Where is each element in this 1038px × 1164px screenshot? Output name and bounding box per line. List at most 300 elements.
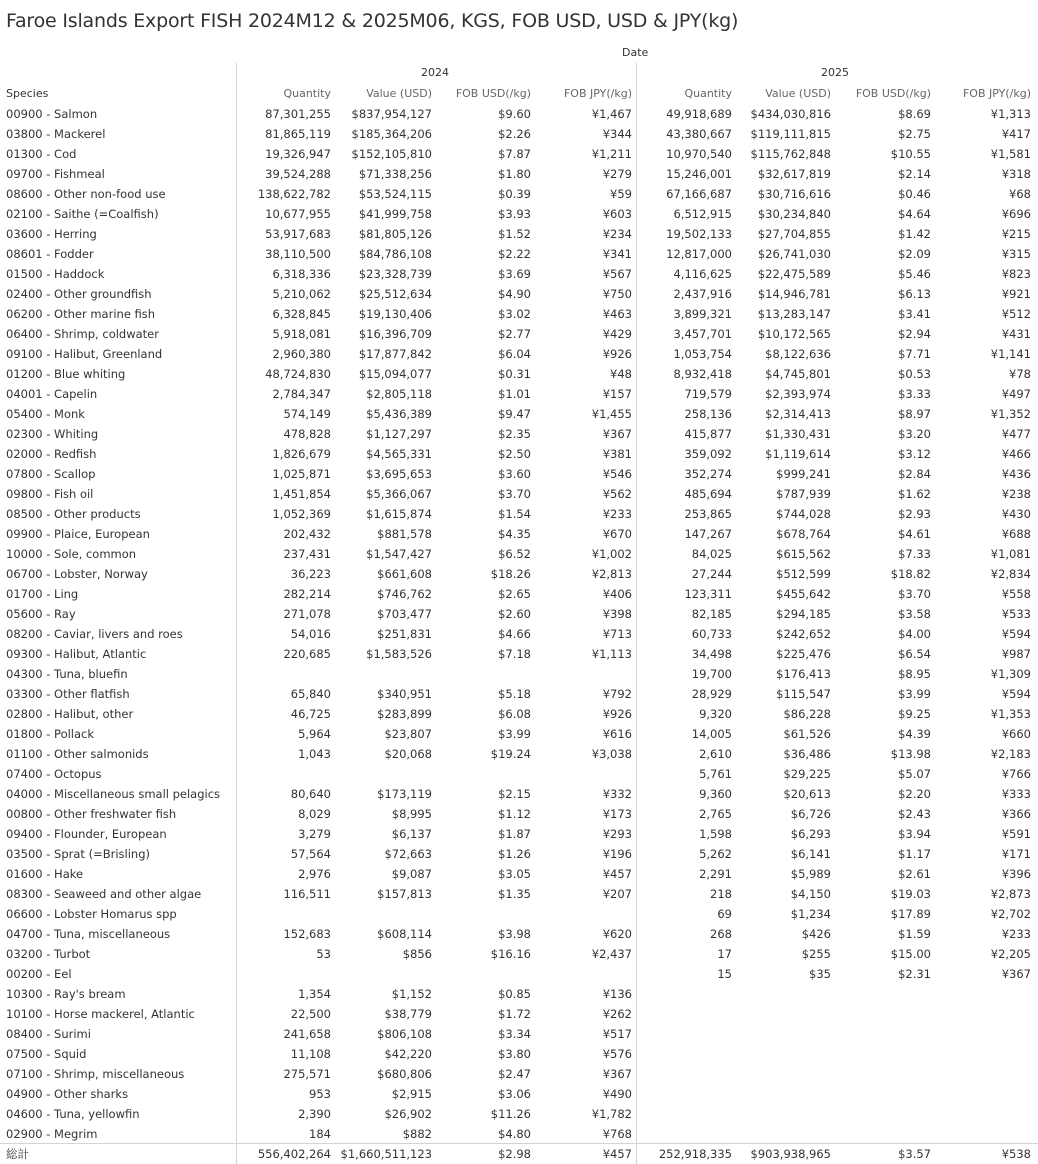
quantity-2025-cell: 4,116,625 bbox=[673, 267, 732, 281]
fob-usd-2024-cell: $2.26 bbox=[498, 127, 531, 141]
table-row bbox=[0, 124, 1038, 144]
value-2025-cell: $26,741,030 bbox=[757, 247, 831, 261]
fob-usd-2024-cell: $0.31 bbox=[498, 367, 531, 381]
table-row bbox=[0, 384, 1038, 404]
fob-usd-2025-cell: $19.03 bbox=[890, 887, 931, 901]
table-row bbox=[0, 1064, 1038, 1084]
value-2025-cell: $115,762,848 bbox=[750, 147, 831, 161]
quantity-2024-cell: 8,029 bbox=[298, 807, 331, 821]
fob-jpy-2025-cell: ¥318 bbox=[1001, 167, 1031, 181]
quantity-2024-cell: 19,326,947 bbox=[265, 147, 331, 161]
quantity-2024-cell: 48,724,830 bbox=[265, 367, 331, 381]
species-cell: 09100 - Halibut, Greenland bbox=[6, 347, 163, 361]
value-2025-cell: $4,745,801 bbox=[765, 367, 831, 381]
fob-jpy-2024-cell: ¥792 bbox=[602, 687, 632, 701]
fob-jpy-2024-cell: ¥670 bbox=[602, 527, 632, 541]
fob-usd-2025-cell bbox=[834, 1124, 931, 1144]
table-row bbox=[0, 1104, 1038, 1124]
quantity-2025-cell: 252,918,335 bbox=[658, 1147, 732, 1161]
value-2025-cell: $744,028 bbox=[776, 507, 831, 521]
value-2024-cell: $680,806 bbox=[377, 1067, 432, 1081]
value-2024-cell: $16,396,709 bbox=[358, 327, 432, 341]
fob-jpy-2024-cell: ¥603 bbox=[602, 207, 632, 221]
table-row bbox=[0, 1084, 1038, 1104]
species-cell: 06600 - Lobster Homarus spp bbox=[6, 907, 177, 921]
fob-jpy-2024-cell: ¥457 bbox=[602, 867, 632, 881]
fob-jpy-2024-cell bbox=[534, 764, 632, 784]
species-cell: 08200 - Caviar, livers and roes bbox=[6, 627, 183, 641]
value-2024-cell: $340,951 bbox=[377, 687, 432, 701]
fob-jpy-2024-cell: ¥1,211 bbox=[591, 147, 632, 161]
fob-usd-2025-cell: $8.69 bbox=[898, 107, 931, 121]
fob-usd-2025-cell bbox=[834, 1064, 931, 1084]
table-row bbox=[0, 644, 1038, 664]
fob-usd-2024-cell bbox=[436, 664, 531, 684]
quantity-2025-cell: 719,579 bbox=[684, 387, 732, 401]
species-cell: 05600 - Ray bbox=[6, 607, 76, 621]
quantity-2025-cell: 84,025 bbox=[691, 547, 732, 561]
quantity-2024-cell: 57,564 bbox=[290, 847, 331, 861]
quantity-2024-cell: 2,976 bbox=[298, 867, 331, 881]
fob-jpy-2024-cell: ¥1,467 bbox=[591, 107, 632, 121]
fob-jpy-2024-cell: ¥926 bbox=[602, 707, 632, 721]
quantity-2025-cell: 28,929 bbox=[691, 687, 732, 701]
fob-usd-2025-cell: $6.54 bbox=[898, 647, 931, 661]
quantity-2024-cell: 6,328,845 bbox=[272, 307, 331, 321]
fob-usd-header-2024: FOB USD(/kg) bbox=[455, 87, 531, 100]
value-2025-cell: $1,119,614 bbox=[765, 447, 831, 461]
fob-usd-2024-cell: $4.66 bbox=[498, 627, 531, 641]
value-2025-cell: $14,946,781 bbox=[757, 287, 831, 301]
fob-jpy-2025-cell: ¥688 bbox=[1001, 527, 1031, 541]
species-cell: 09800 - Fish oil bbox=[6, 487, 94, 501]
quantity-2024-cell: 46,725 bbox=[290, 707, 331, 721]
fob-usd-2025-cell: $3.94 bbox=[898, 827, 931, 841]
fob-jpy-2025-cell: ¥538 bbox=[1001, 1147, 1031, 1161]
fob-jpy-2025-cell: ¥823 bbox=[1001, 267, 1031, 281]
value-2024-cell: $703,477 bbox=[377, 607, 432, 621]
value-2024-cell: $3,695,653 bbox=[366, 467, 432, 481]
fob-jpy-2025-cell: ¥660 bbox=[1001, 727, 1031, 741]
fob-usd-2025-cell: $2.84 bbox=[898, 467, 931, 481]
species-cell: 01800 - Pollack bbox=[6, 727, 95, 741]
fob-usd-2025-cell: $4.39 bbox=[898, 727, 931, 741]
fob-jpy-2025-cell bbox=[934, 1084, 1031, 1104]
fob-usd-2025-cell: $1.59 bbox=[898, 927, 931, 941]
fob-usd-2024-cell: $4.80 bbox=[498, 1127, 531, 1141]
quantity-2025-cell: 2,610 bbox=[699, 747, 732, 761]
value-2025-cell: $6,141 bbox=[790, 847, 831, 861]
fob-jpy-2025-cell bbox=[934, 1024, 1031, 1044]
quantity-2025-cell: 67,166,687 bbox=[666, 187, 732, 201]
fob-jpy-2025-cell: ¥2,205 bbox=[990, 947, 1031, 961]
fob-jpy-2025-cell: ¥367 bbox=[1001, 967, 1031, 981]
fob-jpy-2024-cell: ¥406 bbox=[602, 587, 632, 601]
value-2024-cell bbox=[333, 664, 432, 684]
value-2025-cell: $6,726 bbox=[790, 807, 831, 821]
fob-usd-2025-cell: $3.12 bbox=[898, 447, 931, 461]
fob-jpy-2025-cell: ¥594 bbox=[1001, 687, 1031, 701]
quantity-2025-cell: 60,733 bbox=[691, 627, 732, 641]
fob-usd-2024-cell: $3.05 bbox=[498, 867, 531, 881]
quantity-2025-cell: 485,694 bbox=[684, 487, 732, 501]
fob-jpy-2024-cell: ¥233 bbox=[602, 507, 632, 521]
table-row bbox=[0, 484, 1038, 504]
quantity-2025-cell: 123,311 bbox=[684, 587, 732, 601]
fob-usd-2025-cell: $17.89 bbox=[890, 907, 931, 921]
value-2024-cell: $2,805,118 bbox=[366, 387, 432, 401]
quantity-2024-cell: 65,840 bbox=[290, 687, 331, 701]
quantity-2025-cell: 3,899,321 bbox=[673, 307, 732, 321]
species-cell: 08400 - Surimi bbox=[6, 1027, 91, 1041]
species-cell: 01200 - Blue whiting bbox=[6, 367, 126, 381]
quantity-2024-cell: 1,025,871 bbox=[272, 467, 331, 481]
species-cell: 10300 - Ray's bream bbox=[6, 987, 126, 1001]
species-cell: 06200 - Other marine fish bbox=[6, 307, 156, 321]
fob-jpy-2024-cell bbox=[534, 904, 632, 924]
fob-jpy-2024-cell: ¥1,002 bbox=[591, 547, 632, 561]
quantity-2024-cell: 80,640 bbox=[290, 787, 331, 801]
quantity-2025-cell: 352,274 bbox=[684, 467, 732, 481]
value-2024-cell: $806,108 bbox=[377, 1027, 432, 1041]
value-2025-cell: $61,526 bbox=[783, 727, 831, 741]
value-2024-cell: $53,524,115 bbox=[358, 187, 432, 201]
quantity-2025-cell bbox=[640, 1024, 732, 1044]
table-row bbox=[0, 804, 1038, 824]
fob-jpy-2024-cell: ¥567 bbox=[602, 267, 632, 281]
species-cell: 07400 - Octopus bbox=[6, 767, 102, 781]
table-row bbox=[0, 664, 1038, 684]
fob-jpy-2025-cell bbox=[934, 1104, 1031, 1124]
value-2024-cell bbox=[333, 964, 432, 984]
fob-usd-2024-cell: $3.99 bbox=[498, 727, 531, 741]
fob-usd-2024-cell: $4.90 bbox=[498, 287, 531, 301]
quantity-2024-cell: 241,658 bbox=[283, 1027, 331, 1041]
value-2024-cell: $81,805,126 bbox=[358, 227, 432, 241]
fob-usd-2025-cell: $5.07 bbox=[898, 767, 931, 781]
fob-usd-2024-cell: $9.47 bbox=[498, 407, 531, 421]
value-2024-cell: $1,583,526 bbox=[366, 647, 432, 661]
quantity-2024-cell: 574,149 bbox=[283, 407, 331, 421]
species-cell: 04000 - Miscellaneous small pelagics bbox=[6, 787, 221, 801]
species-cell: 02000 - Redfish bbox=[6, 447, 97, 461]
value-2024-cell: $72,663 bbox=[384, 847, 432, 861]
fob-jpy-2024-cell: ¥463 bbox=[602, 307, 632, 321]
table-row bbox=[0, 1024, 1038, 1044]
table-row bbox=[0, 424, 1038, 444]
fob-usd-2024-cell: $1.72 bbox=[498, 1007, 531, 1021]
value-2024-cell: $173,119 bbox=[377, 787, 432, 801]
table-row bbox=[0, 544, 1038, 564]
species-cell: 01600 - Hake bbox=[6, 867, 84, 881]
value-2025-cell: $615,562 bbox=[776, 547, 831, 561]
species-cell: 10000 - Sole, common bbox=[6, 547, 137, 561]
species-cell: 03800 - Mackerel bbox=[6, 127, 106, 141]
fob-usd-header-2025: FOB USD(/kg) bbox=[855, 87, 931, 100]
fob-usd-2025-cell: $4.61 bbox=[898, 527, 931, 541]
quantity-2025-cell: 268 bbox=[710, 927, 732, 941]
fob-jpy-2025-cell: ¥1,313 bbox=[990, 107, 1031, 121]
fob-usd-2024-cell: $3.34 bbox=[498, 1027, 531, 1041]
fob-jpy-2024-cell: ¥279 bbox=[602, 167, 632, 181]
value-2025-cell: $2,314,413 bbox=[765, 407, 831, 421]
fob-usd-2024-cell: $2.22 bbox=[498, 247, 531, 261]
fob-jpy-2025-cell: ¥436 bbox=[1001, 467, 1031, 481]
table-row bbox=[0, 984, 1038, 1004]
fob-jpy-2025-cell: ¥430 bbox=[1001, 507, 1031, 521]
fob-usd-2024-cell: $1.35 bbox=[498, 887, 531, 901]
fob-jpy-2024-cell: ¥457 bbox=[602, 1147, 632, 1161]
species-cell: 01300 - Cod bbox=[6, 147, 77, 161]
table-row bbox=[0, 204, 1038, 224]
quantity-2024-cell: 38,110,500 bbox=[265, 247, 331, 261]
fob-usd-2024-cell: $3.06 bbox=[498, 1087, 531, 1101]
fob-usd-2025-cell bbox=[834, 1044, 931, 1064]
fob-usd-2024-cell: $3.02 bbox=[498, 307, 531, 321]
fob-usd-2025-cell: $0.46 bbox=[898, 187, 931, 201]
table-row bbox=[0, 164, 1038, 184]
table-row bbox=[0, 224, 1038, 244]
value-2024-cell: $1,660,511,123 bbox=[340, 1147, 432, 1161]
fob-usd-2025-cell: $3.57 bbox=[898, 1147, 931, 1161]
quantity-2024-cell: 237,431 bbox=[283, 547, 331, 561]
fob-jpy-2024-cell: ¥3,038 bbox=[591, 747, 632, 761]
quantity-2024-cell: 184 bbox=[309, 1127, 331, 1141]
fob-jpy-2024-cell: ¥157 bbox=[602, 387, 632, 401]
quantity-2024-cell: 6,318,336 bbox=[272, 267, 331, 281]
fob-jpy-header-2024: FOB JPY(/kg) bbox=[563, 87, 632, 100]
species-cell: 08300 - Seaweed and other algae bbox=[6, 887, 202, 901]
table-row bbox=[0, 584, 1038, 604]
value-2025-cell bbox=[734, 1084, 831, 1104]
value-2024-cell: $152,105,810 bbox=[351, 147, 432, 161]
fob-jpy-2024-cell: ¥1,455 bbox=[591, 407, 632, 421]
table-row bbox=[0, 724, 1038, 744]
fob-usd-2024-cell: $2.50 bbox=[498, 447, 531, 461]
data-table bbox=[0, 104, 1038, 1164]
fob-usd-2024-cell: $1.01 bbox=[498, 387, 531, 401]
fob-jpy-2024-cell: ¥332 bbox=[602, 787, 632, 801]
value-2024-cell: $15,094,077 bbox=[358, 367, 432, 381]
fob-usd-2024-cell: $3.93 bbox=[498, 207, 531, 221]
species-cell: 05400 - Monk bbox=[6, 407, 85, 421]
fob-jpy-2024-cell: ¥59 bbox=[610, 187, 632, 201]
fob-jpy-2025-cell: ¥766 bbox=[1001, 767, 1031, 781]
table-row bbox=[0, 844, 1038, 864]
species-cell: 08601 - Fodder bbox=[6, 247, 94, 261]
fob-usd-2025-cell: $10.55 bbox=[890, 147, 931, 161]
species-cell: 08500 - Other products bbox=[6, 507, 141, 521]
fob-jpy-2024-cell: ¥293 bbox=[602, 827, 632, 841]
value-2025-cell: $22,475,589 bbox=[757, 267, 831, 281]
fob-jpy-2025-cell: ¥987 bbox=[1001, 647, 1031, 661]
quantity-header-2024: Quantity bbox=[283, 87, 331, 100]
quantity-2025-cell: 258,136 bbox=[684, 407, 732, 421]
value-2024-cell: $251,831 bbox=[377, 627, 432, 641]
fob-usd-2024-cell: $11.26 bbox=[490, 1107, 531, 1121]
fob-jpy-2025-cell: ¥366 bbox=[1001, 807, 1031, 821]
fob-usd-2024-cell: $1.87 bbox=[498, 827, 531, 841]
table-row bbox=[0, 284, 1038, 304]
quantity-2025-cell: 34,498 bbox=[691, 647, 732, 661]
fob-jpy-2025-cell: ¥558 bbox=[1001, 587, 1031, 601]
value-2024-cell: $2,915 bbox=[391, 1087, 432, 1101]
species-cell: 08600 - Other non-food use bbox=[6, 187, 166, 201]
fob-usd-2024-cell: $4.35 bbox=[498, 527, 531, 541]
quantity-2025-cell: 12,817,000 bbox=[666, 247, 732, 261]
value-2025-cell: $242,652 bbox=[776, 627, 831, 641]
species-cell: 02800 - Halibut, other bbox=[6, 707, 134, 721]
quantity-2024-cell: 54,016 bbox=[290, 627, 331, 641]
quantity-2024-cell: 5,918,081 bbox=[272, 327, 331, 341]
fob-usd-2025-cell: $8.97 bbox=[898, 407, 931, 421]
fob-usd-2024-cell: $19.24 bbox=[490, 747, 531, 761]
fob-jpy-2025-cell: ¥2,702 bbox=[990, 907, 1031, 921]
fob-usd-2025-cell: $3.33 bbox=[898, 387, 931, 401]
fob-usd-2025-cell: $8.95 bbox=[898, 667, 931, 681]
table-row bbox=[0, 944, 1038, 964]
value-2024-cell: $837,954,127 bbox=[351, 107, 432, 121]
value-2025-cell: $30,234,840 bbox=[757, 207, 831, 221]
fob-jpy-2024-cell: ¥576 bbox=[602, 1047, 632, 1061]
fob-usd-2025-cell: $7.33 bbox=[898, 547, 931, 561]
fob-jpy-2025-cell: ¥512 bbox=[1001, 307, 1031, 321]
fob-usd-2024-cell: $3.69 bbox=[498, 267, 531, 281]
value-2025-cell bbox=[734, 1104, 831, 1124]
value-2024-cell: $8,995 bbox=[391, 807, 432, 821]
fob-usd-2025-cell: $3.20 bbox=[898, 427, 931, 441]
value-2025-cell: $999,241 bbox=[776, 467, 831, 481]
fob-jpy-2024-cell: ¥398 bbox=[602, 607, 632, 621]
quantity-2025-cell: 43,380,667 bbox=[666, 127, 732, 141]
fob-jpy-2024-cell: ¥2,437 bbox=[591, 947, 632, 961]
quantity-2024-cell: 39,524,288 bbox=[265, 167, 331, 181]
fob-jpy-2025-cell: ¥696 bbox=[1001, 207, 1031, 221]
value-2024-cell: $71,338,256 bbox=[358, 167, 432, 181]
fob-jpy-2025-cell: ¥171 bbox=[1001, 847, 1031, 861]
value-2024-cell: $25,512,634 bbox=[358, 287, 432, 301]
quantity-2025-cell: 82,185 bbox=[691, 607, 732, 621]
fob-jpy-2025-cell: ¥417 bbox=[1001, 127, 1031, 141]
fob-jpy-2024-cell: ¥546 bbox=[602, 467, 632, 481]
fob-jpy-2025-cell bbox=[934, 984, 1031, 1004]
fob-jpy-2024-cell: ¥429 bbox=[602, 327, 632, 341]
fob-jpy-2024-cell: ¥196 bbox=[602, 847, 632, 861]
fob-usd-2025-cell: $2.20 bbox=[898, 787, 931, 801]
fob-usd-2025-cell: $2.43 bbox=[898, 807, 931, 821]
value-2024-cell: $23,807 bbox=[384, 727, 432, 741]
fob-usd-2025-cell: $2.93 bbox=[898, 507, 931, 521]
value-2025-cell: $225,476 bbox=[776, 647, 831, 661]
fob-usd-2025-cell: $1.42 bbox=[898, 227, 931, 241]
fob-jpy-2024-cell: ¥562 bbox=[602, 487, 632, 501]
species-cell: 04900 - Other sharks bbox=[6, 1087, 129, 1101]
table-row bbox=[0, 1044, 1038, 1064]
fob-usd-2024-cell: $2.47 bbox=[498, 1067, 531, 1081]
fob-usd-2024-cell: $18.26 bbox=[490, 567, 531, 581]
value-2025-cell: $787,939 bbox=[776, 487, 831, 501]
fob-usd-2025-cell: $2.31 bbox=[898, 967, 931, 981]
fob-usd-2025-cell bbox=[834, 1024, 931, 1044]
species-cell: 00200 - Eel bbox=[6, 967, 72, 981]
species-cell: 02400 - Other groundfish bbox=[6, 287, 152, 301]
quantity-2024-cell bbox=[238, 964, 331, 984]
fob-usd-2025-cell: $15.00 bbox=[890, 947, 931, 961]
fob-jpy-2024-cell: ¥234 bbox=[602, 227, 632, 241]
species-cell: 01500 - Haddock bbox=[6, 267, 105, 281]
species-cell: 03500 - Sprat (=Brisling) bbox=[6, 847, 150, 861]
species-cell: 09700 - Fishmeal bbox=[6, 167, 105, 181]
table-row bbox=[0, 884, 1038, 904]
species-cell: 02300 - Whiting bbox=[6, 427, 99, 441]
value-2025-cell: $27,704,855 bbox=[757, 227, 831, 241]
fob-jpy-2025-cell: ¥333 bbox=[1001, 787, 1031, 801]
fob-usd-2024-cell: $1.12 bbox=[498, 807, 531, 821]
quantity-2025-cell: 9,320 bbox=[699, 707, 732, 721]
quantity-2024-cell bbox=[238, 904, 331, 924]
fob-jpy-2025-cell: ¥68 bbox=[1009, 187, 1031, 201]
fob-jpy-2024-cell: ¥517 bbox=[602, 1027, 632, 1041]
fob-usd-2025-cell: $9.25 bbox=[898, 707, 931, 721]
value-2024-cell: $42,220 bbox=[384, 1047, 432, 1061]
fob-jpy-2024-cell: ¥48 bbox=[610, 367, 632, 381]
fob-jpy-2024-cell: ¥2,813 bbox=[591, 567, 632, 581]
fob-usd-2025-cell: $3.70 bbox=[898, 587, 931, 601]
quantity-2024-cell: 11,108 bbox=[290, 1047, 331, 1061]
fob-jpy-2025-cell: ¥396 bbox=[1001, 867, 1031, 881]
fob-usd-2025-cell: $2.75 bbox=[898, 127, 931, 141]
fob-usd-2024-cell: $2.98 bbox=[498, 1147, 531, 1161]
quantity-2024-cell bbox=[238, 664, 331, 684]
fob-usd-2025-cell: $2.09 bbox=[898, 247, 931, 261]
quantity-2025-cell bbox=[640, 1124, 732, 1144]
fob-usd-2025-cell: $4.64 bbox=[898, 207, 931, 221]
fob-usd-2024-cell bbox=[436, 964, 531, 984]
quantity-2024-cell: 953 bbox=[309, 1087, 331, 1101]
quantity-header-2025: Quantity bbox=[684, 87, 732, 100]
value-2025-cell bbox=[734, 1044, 831, 1064]
value-2024-cell: $746,762 bbox=[377, 587, 432, 601]
table-row bbox=[0, 624, 1038, 644]
table-row bbox=[0, 924, 1038, 944]
value-2025-cell: $176,413 bbox=[776, 667, 831, 681]
value-2024-cell: $661,608 bbox=[377, 567, 432, 581]
fob-jpy-2025-cell bbox=[934, 1004, 1031, 1024]
fob-usd-2024-cell: $1.52 bbox=[498, 227, 531, 241]
species-cell: 07500 - Squid bbox=[6, 1047, 87, 1061]
fob-usd-2024-cell: $0.39 bbox=[498, 187, 531, 201]
quantity-2024-cell: 36,223 bbox=[290, 567, 331, 581]
fob-usd-2024-cell: $3.98 bbox=[498, 927, 531, 941]
fob-usd-2024-cell: $5.18 bbox=[498, 687, 531, 701]
quantity-2025-cell: 17 bbox=[717, 947, 732, 961]
fob-usd-2025-cell: $5.46 bbox=[898, 267, 931, 281]
fob-usd-2024-cell bbox=[436, 764, 531, 784]
fob-jpy-2025-cell: ¥238 bbox=[1001, 487, 1031, 501]
quantity-2024-cell: 53 bbox=[316, 947, 331, 961]
fob-usd-2025-cell: $2.94 bbox=[898, 327, 931, 341]
value-2024-cell: $26,902 bbox=[384, 1107, 432, 1121]
quantity-2025-cell: 147,267 bbox=[684, 527, 732, 541]
total-row bbox=[0, 1144, 1038, 1164]
fob-jpy-2024-cell: ¥620 bbox=[602, 927, 632, 941]
value-2025-cell: $8,122,636 bbox=[765, 347, 831, 361]
table-row bbox=[0, 684, 1038, 704]
value-header-2024: Value (USD) bbox=[366, 87, 432, 100]
fob-jpy-2025-cell: ¥1,141 bbox=[990, 347, 1031, 361]
fob-jpy-2025-cell: ¥215 bbox=[1001, 227, 1031, 241]
fob-jpy-2025-cell bbox=[934, 1044, 1031, 1064]
